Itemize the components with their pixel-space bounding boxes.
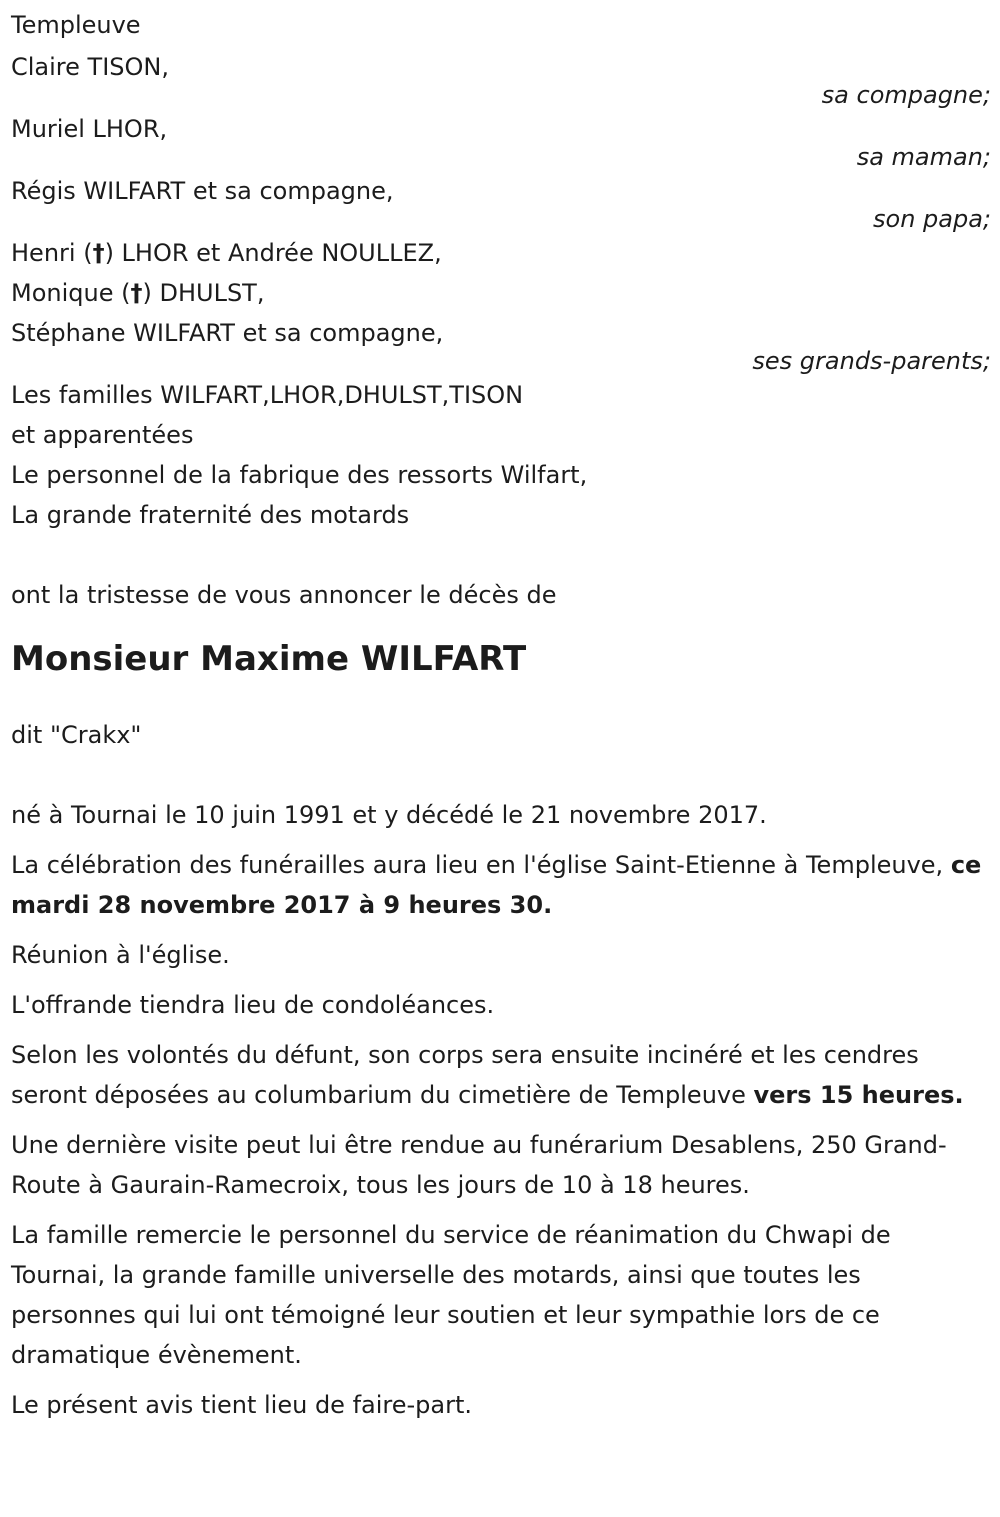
visit-paragraph: Une dernière visite peut lui être rendue au funérarium Desablens, 250 Grand-Route à Gaurain-Ramecroix, tous les jours de 10 à 18 heures. (11, 1131, 947, 1199)
cremation-time: vers 15 heures. (753, 1081, 964, 1109)
other-mourners-line: et apparentées (11, 421, 194, 449)
notice-paragraph: Le présent avis tient lieu de faire-part. (11, 1391, 473, 1419)
ceremony-paragraph: La célébration des funérailles aura lieu en l'église Saint-Etienne à Templeuve, ce mardi 28 novembre 2017 à 9 heures 30. (11, 851, 982, 919)
cross-icon: † (130, 279, 143, 307)
obituary-notice (11, 5, 991, 1425)
deceased-name: Monsieur Maxime WILFART (11, 639, 527, 679)
family-member-role: sa compagne; (821, 81, 991, 109)
family-member-role: son papa; (873, 205, 991, 233)
family-member-name: Muriel LHOR, (11, 115, 168, 143)
other-mourners-line: Le personnel de la fabrique des ressorts Wilfart, (11, 461, 588, 489)
grandparent-line: Henri (†) LHOR et Andrée NOULLEZ, (11, 239, 442, 267)
grandparent-line: Stéphane WILFART et sa compagne, (11, 319, 444, 347)
announcement: ont la tristesse de vous annoncer le décès de (11, 581, 557, 609)
birth-death: né à Tournai le 10 juin 1991 et y décédé le 21 novembre 2017. (11, 801, 767, 829)
reunion-paragraph: Réunion à l'église. (11, 941, 230, 969)
other-mourners-line: Les familles WILFART,LHOR,DHULST,TISON (11, 381, 524, 409)
place: Templeuve (11, 11, 141, 39)
nickname: dit "Crakx" (11, 721, 142, 749)
ceremony-date: ce mardi 28 novembre 2017 à 9 heures 30. (11, 851, 982, 919)
family-member-name: Régis WILFART et sa compagne, (11, 177, 394, 205)
other-mourners-line: La grande fraternité des motards (11, 501, 410, 529)
grandparent-line: Monique (†) DHULST, (11, 279, 265, 307)
thanks-paragraph: La famille remercie le personnel du service de réanimation du Chwapi de Tournai, la grande famille universelle des motards, ainsi que toutes les personnes qui lui ont témoigné leur soutien et leur sympathie lors de ce dramatique évènement. (11, 1221, 891, 1369)
family-member-name: Claire TISON, (11, 53, 169, 81)
grandparents-role: ses grands-parents; (752, 347, 991, 375)
cross-icon: † (92, 239, 105, 267)
cremation-paragraph: Selon les volontés du défunt, son corps sera ensuite incinéré et les cendres seront déposées au columbarium du cimetière de Templeuve vers 15 heures. (11, 1041, 964, 1109)
offering-paragraph: L'offrande tiendra lieu de condoléances. (11, 991, 495, 1019)
family-member-role: sa maman; (856, 143, 991, 171)
